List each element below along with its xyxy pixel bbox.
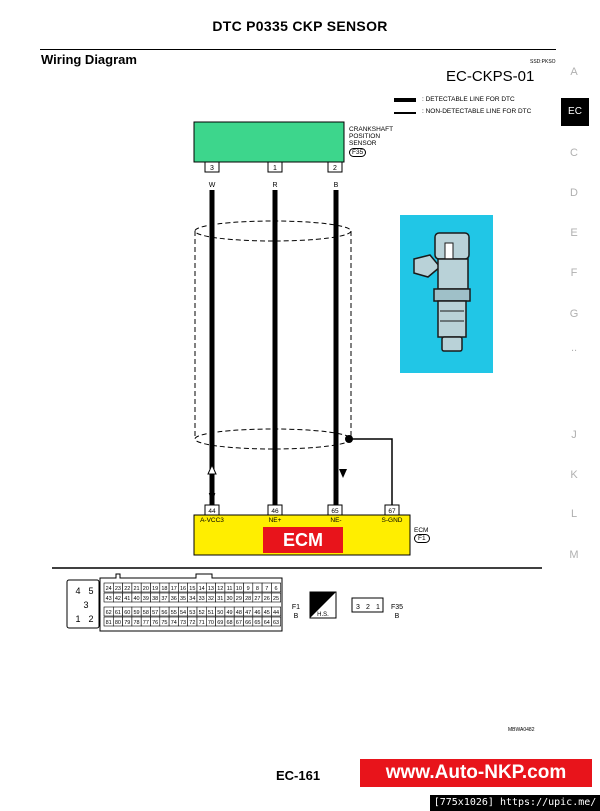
sensor-illustration xyxy=(400,215,493,373)
pin-number: 44 xyxy=(272,610,280,616)
pin-number: 16 xyxy=(179,586,187,592)
f35-label: F35 xyxy=(390,604,404,611)
pin-number: 52 xyxy=(198,610,205,616)
pin-number: 11 xyxy=(226,586,233,592)
pin-number: 68 xyxy=(226,620,233,626)
pin-number: 60 xyxy=(124,610,131,616)
pin-number: 58 xyxy=(142,610,149,616)
sensor-photo xyxy=(400,215,493,373)
pin-number: 18 xyxy=(161,586,168,592)
pin-number: 51 xyxy=(207,610,215,616)
ecm-signal-s-gnd: S-GND xyxy=(381,517,403,524)
small-conn-pin-4: 4 xyxy=(75,586,81,596)
pin-number: 77 xyxy=(142,620,149,626)
pin-number: 42 xyxy=(114,596,122,602)
pin-number: 10 xyxy=(235,586,242,592)
pin-number: 8 xyxy=(255,586,259,592)
small-conn-pin-5: 5 xyxy=(88,586,94,596)
pin-number: 79 xyxy=(124,620,131,626)
pin-number: 31 xyxy=(217,596,224,602)
pin-number: 14 xyxy=(198,586,205,592)
pin-number: 36 xyxy=(170,596,177,602)
reference-code: MBWA0482 xyxy=(508,727,535,733)
sensor-name-line1: CRANKSHAFT xyxy=(349,126,394,133)
pin-number: 43 xyxy=(105,596,112,602)
pin-number: 27 xyxy=(254,596,261,602)
sensor-pin-3: 3 xyxy=(210,165,214,172)
pin-number: 23 xyxy=(114,586,122,592)
side-tab-h[interactable]: .. xyxy=(570,342,578,354)
page-number: EC-161 xyxy=(276,768,321,783)
pin-number: 54 xyxy=(179,610,187,616)
sensor-name-line3: SENSOR xyxy=(349,140,377,147)
pin-number: 15 xyxy=(189,586,196,592)
pin-number: 62 xyxy=(105,610,112,616)
pin-number: 69 xyxy=(217,620,224,626)
pin-number: 37 xyxy=(161,596,168,602)
ecm-box-text: ECM xyxy=(263,527,343,553)
arrow-down xyxy=(339,469,347,478)
sensor-wire-color-r: R xyxy=(272,182,278,189)
pin-number: 67 xyxy=(235,620,242,626)
pin-number: 72 xyxy=(189,620,196,626)
shield-ground-wire xyxy=(349,439,392,505)
pin-number: 35 xyxy=(179,596,187,602)
pin-number: 30 xyxy=(226,596,233,602)
side-tab-e[interactable]: E xyxy=(570,227,578,239)
f1-color: B xyxy=(293,613,299,620)
side-tab-ec[interactable]: EC xyxy=(561,98,589,126)
hs-label: H.S. xyxy=(317,612,329,618)
pin-number: 73 xyxy=(179,620,187,626)
legend-non-detectable: : NON-DETECTABLE LINE FOR DTC xyxy=(422,108,532,115)
pin-number: 17 xyxy=(170,586,177,592)
ecm-pin-46: 46 xyxy=(271,508,279,515)
pin-number: 12 xyxy=(217,586,224,592)
pin-number: 20 xyxy=(142,586,149,592)
pin-number: 24 xyxy=(105,586,112,592)
sensor-pin-2: 2 xyxy=(333,165,337,172)
page-title: DTC P0335 CKP SENSOR xyxy=(212,18,388,34)
f35-color: B xyxy=(394,613,400,620)
ecm-wire-color-b: B xyxy=(333,493,339,500)
ecm-label-text: ECM xyxy=(414,527,429,534)
f1-label: F1 xyxy=(291,604,301,611)
small-conn-pin-3: 3 xyxy=(83,600,89,610)
pin-number: 32 xyxy=(207,596,215,602)
pin-number: 26 xyxy=(263,596,270,602)
ecm-pin-67: 67 xyxy=(388,508,396,515)
site-banner[interactable]: www.Auto-NKP.com xyxy=(360,759,592,787)
sensor-wire-color-b: B xyxy=(333,182,339,189)
section-title: Wiring Diagram xyxy=(41,52,137,67)
pin-number: 65 xyxy=(254,620,261,626)
pin-number: 64 xyxy=(263,620,270,626)
side-tab-m[interactable]: M xyxy=(569,549,579,561)
pin-number: 53 xyxy=(189,610,196,616)
side-tab-a[interactable]: A xyxy=(570,66,578,78)
sensor-conn-pin-2: 2 xyxy=(366,604,370,611)
ecm-wire-color-w: W xyxy=(208,493,216,500)
pin-number: 66 xyxy=(245,620,252,626)
ecm-connector-tag: F1 xyxy=(414,534,430,543)
pin-number: 40 xyxy=(133,596,140,602)
pin-number: 74 xyxy=(170,620,177,626)
pin-number: 28 xyxy=(245,596,252,602)
ecm-pin-44: 44 xyxy=(208,508,216,515)
ecm-signal-ne-minus: NE- xyxy=(330,517,342,524)
pin-number: 48 xyxy=(235,610,242,616)
ecm-wire-color-r: R xyxy=(272,493,278,500)
pin-number: 33 xyxy=(198,596,205,602)
pin-number: 29 xyxy=(235,596,242,602)
pin-number: 25 xyxy=(272,596,280,602)
pin-number: 9 xyxy=(246,586,250,592)
sensor-name xyxy=(349,126,393,157)
pin-number: 41 xyxy=(124,596,131,602)
sensor-pin-1: 1 xyxy=(273,165,277,172)
pin-number: 7 xyxy=(265,586,269,592)
pin-number: 13 xyxy=(207,586,215,592)
small-code: SSD:PKSO xyxy=(530,59,556,65)
pin-number: 34 xyxy=(189,596,196,602)
pin-number: 47 xyxy=(245,610,252,616)
ecm-signal-a-vcc3: A-VCC3 xyxy=(200,517,224,524)
sensor-name-line2: POSITION xyxy=(349,133,381,140)
ecm-signal-ne-plus: NE+ xyxy=(268,517,282,524)
pin-number: 75 xyxy=(161,620,168,626)
legend-detectable: : DETECTABLE LINE FOR DTC xyxy=(422,96,515,103)
pin-number: 19 xyxy=(152,586,159,592)
sensor-wire-color-w: W xyxy=(208,182,216,189)
pin-number: 61 xyxy=(114,610,122,616)
pin-number: 57 xyxy=(152,610,159,616)
pin-number: 70 xyxy=(207,620,215,626)
ecm-pin-65: 65 xyxy=(331,508,339,515)
side-tab-g[interactable]: G xyxy=(569,308,579,320)
pin-number: 59 xyxy=(133,610,140,616)
pin-number: 39 xyxy=(142,596,149,602)
pin-number: 45 xyxy=(263,610,270,616)
side-tab-d[interactable]: D xyxy=(570,187,578,199)
pin-number: 38 xyxy=(152,596,159,602)
side-tab-k[interactable]: K xyxy=(570,469,578,481)
sensor-conn-pin-1: 1 xyxy=(376,604,380,611)
pin-number: 21 xyxy=(133,586,140,592)
pin-number: 49 xyxy=(226,610,233,616)
diagram-id: EC-CKPS-01 xyxy=(446,68,535,85)
sensor-conn-pin-3: 3 xyxy=(356,604,360,611)
pin-number: 63 xyxy=(272,620,280,626)
pin-number: 6 xyxy=(274,586,278,592)
sensor-block xyxy=(194,122,344,162)
side-tab-c[interactable]: C xyxy=(570,147,578,159)
pin-number: 76 xyxy=(152,620,159,626)
arrow-up xyxy=(208,465,216,474)
pin-number: 22 xyxy=(124,586,131,592)
pin-number: 55 xyxy=(170,610,177,616)
small-conn-pin-1: 1 xyxy=(75,614,81,624)
ecm-label xyxy=(414,527,430,543)
side-tab-l[interactable]: L xyxy=(570,508,578,520)
side-tab-j[interactable]: J xyxy=(571,429,577,441)
sensor-connector-tag: F35 xyxy=(349,148,366,157)
small-conn-pin-2: 2 xyxy=(88,614,94,624)
image-footer: [775x1026] https://upic.me/ xyxy=(430,795,600,811)
pin-number: 50 xyxy=(217,610,224,616)
pin-number: 80 xyxy=(114,620,122,626)
pin-number: 71 xyxy=(198,620,205,626)
pin-number: 81 xyxy=(105,620,112,626)
pin-number: 56 xyxy=(161,610,168,616)
pin-number: 46 xyxy=(254,610,261,616)
pin-number: 78 xyxy=(133,620,140,626)
side-tab-f[interactable]: F xyxy=(570,267,578,279)
